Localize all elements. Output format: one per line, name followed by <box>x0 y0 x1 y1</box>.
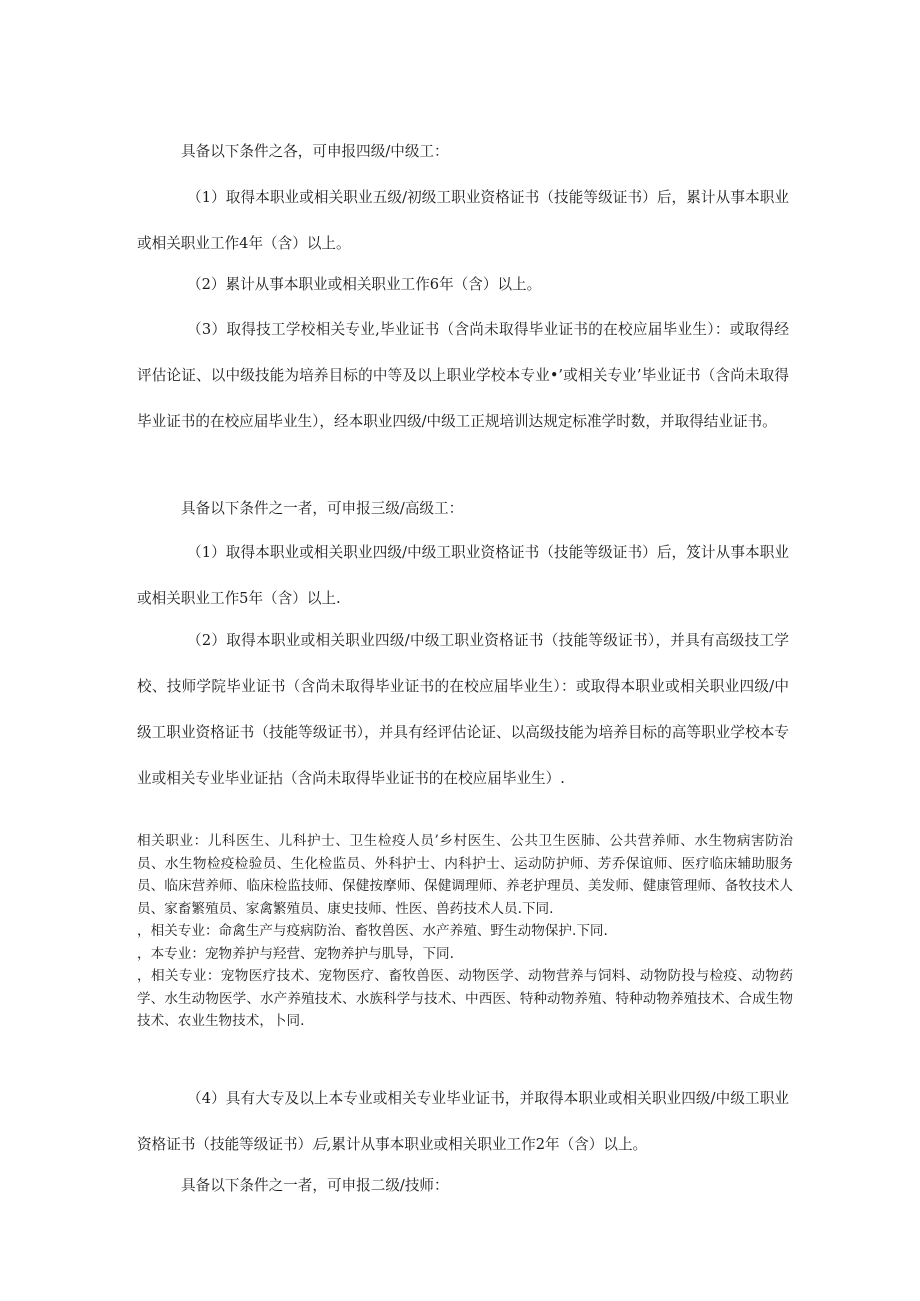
paragraph-level4-item1: （1）取得本职业或相关职业五级/初级工职业资格证书（技能等级证书）后，累计从事本职业或相关职业工作4年（含）以上。 <box>137 189 789 252</box>
paragraph-level3-item4-text-c: 累计从事本职业或相关职业工作2年（含）以上。 <box>331 1136 648 1153</box>
paragraph-level4-intro: 具备以下条件之各，可申报四级/中级工： <box>181 143 449 160</box>
paragraph-level3-item4-text-a: （4）具有大专及以上本专业或相关专业毕业证书，并取得本职业或相关职业四级/中级工职业资格证书（技能等级证书） <box>137 1090 789 1153</box>
footnote-related-occupations: 相关职业：儿科医生、儿科护士、卫生检疫人员’乡村医生、公共卫生医肺、公共营养师、水生物病害防治员、水生物检疫检验员、生化检监员、外科护士、内科护士、运动防护师、芳乔保谊师、医疗临床辅助服务员、临床营养师、临床检监技师、保健按摩师、保健调理师、养老护理员、美发师、健康管理师、备牧技术人员、家畜繁殖员、家禽繁殖员、康史技师、性医、兽药技术人员.下同. <box>137 833 793 917</box>
paragraph-level3-item2: （2）取得本职业或相关职业四级/中级工职业资格证书（技能等级证书），并具有高级技工学校、技师学院毕业证书（含尚未取得毕业证书的在校应届毕业生）：或取得本职业或相关职业四级/中级工职业资格证书（技能等级证书），并具有经评估论证、以高级技能为培养目标的高等职业学校本专业或相关专业毕业证拈（含尚未取得毕业证书的在校应届毕业生）. <box>137 632 789 787</box>
paragraph-level3-item4-text-b: 后, <box>312 1136 332 1153</box>
paragraph-level4-item2: （2）累计从事本职业或相关职业工作6年（含）以上。 <box>187 276 542 293</box>
footnote-related-majors-b: ，相关专业：宠物医疗技术、宠物医疗、畜牧兽医、动物医学、动物营养与饲料、动物防投与检疫、动物药学、水生动物医学、水产养殖技术、水族科学与技术、中西医、特种动物养殖、特种动物养殖技术、合成生物技术、农业生物技术，卜同. <box>137 968 793 1029</box>
footnote-related-majors-a: ，相关专业：命禽生产与疫病防治、畜牧兽医、水产养殖、野生动物保护.下同. <box>137 923 608 939</box>
paragraph-level3-item1: （1）取得本职业或相关职业四级/中级工职业资格证书（技能等级证书）后，笈计从事本职业或相关职业工作5年（含）以上. <box>137 544 789 607</box>
paragraph-level4-item3: （3）取得技工学校相关专业,毕业证书（含尚未取得毕业证书的在校应届毕业生）：或取得经评估论证、以中级技能为培养目标的中等及以上职业学校本专业•’或相关专业’毕业证书（含尚未取得毕业证书的在校应届毕业生），经本职业四级/中级工正规培训达规定标准学时数，并取得结业证书。 <box>137 321 789 430</box>
paragraph-level3-item4 <box>137 1076 789 1168</box>
footnotes-block <box>137 830 793 1033</box>
paragraph-level2-intro: 具备以下条件之一者，可申报二级/技师： <box>181 1177 449 1194</box>
paragraph-level3-intro: 具备以下条件之一者，可申报三级/高级工： <box>181 500 464 517</box>
footnote-own-major: ，本专业：宠物养护与羟营、宠物养护与肌导，下同. <box>137 945 454 962</box>
